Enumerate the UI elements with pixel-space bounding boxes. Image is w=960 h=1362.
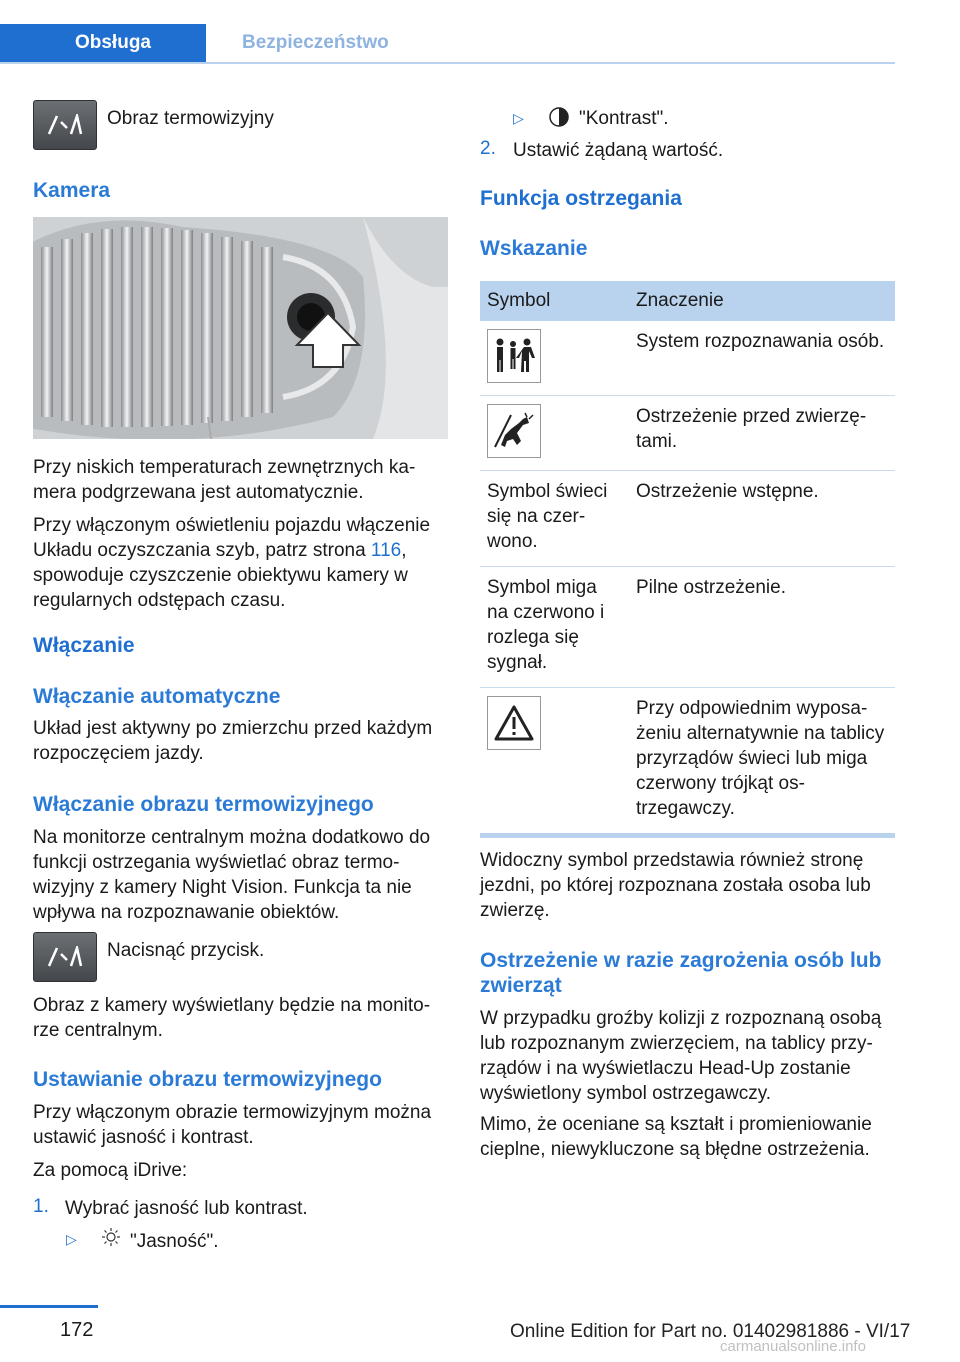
table-cell-meaning: Ostrzeżenie przed zwierzętami. [629, 396, 895, 471]
danger-warning-heading: Ostrzeżenie w razie zagrożenia osób lub zwierząt [480, 949, 882, 997]
brightness-icon [101, 1227, 121, 1252]
tab-bezpieczenstwo[interactable]: Bezpieczeństwo [242, 32, 389, 53]
camera-heading: Kamera [33, 179, 111, 202]
triangle-bullet-icon: ▷ [66, 1231, 77, 1247]
display-heading: Wskazanie [480, 237, 588, 260]
table-cell-symbol [480, 688, 629, 836]
warning-function-heading: Funkcja ostrzegania [480, 187, 682, 210]
table-row [480, 471, 895, 567]
symbol-table [480, 281, 895, 838]
false-alarm-text: Mimo, że oceniane są kształt i promieniowanie cieplne, niewykluczone są błędne ostrzeżenia. [480, 1114, 872, 1160]
switch-on-heading: Włączanie [33, 634, 135, 657]
camera-grille-illustration [33, 217, 448, 439]
press-button-text: Nacisnąć przycisk. [107, 940, 265, 961]
table-cell-symbol: Symbol miga na czerwono i rozlega się sygnał. [480, 567, 629, 688]
table-row [480, 396, 895, 471]
night-vision-button-icon [33, 932, 97, 982]
table-cell-symbol [480, 396, 629, 471]
danger-warning-text: W przypadku groźby kolizji z rozpoznaną osobą lub rozpoznanym zwierzęciem, na tablicy przyrządów i na wyświetlaczu Head-Up zostanie wyświetlony symbol ostrzegawczy. [480, 1008, 882, 1104]
page-link-116[interactable]: 116 [370, 540, 402, 561]
thermal-on-heading: Włączanie obrazu termowizyjnego [33, 793, 374, 816]
table-header-meaning: Znaczenie [629, 281, 895, 321]
brightness-option: "Jasność". [130, 1231, 219, 1252]
footer-accent-line [0, 1305, 98, 1308]
adjust-heading: Ustawianie obrazu termowizyjnego [33, 1068, 382, 1091]
step-2-number: 2. [480, 138, 496, 159]
table-cell-meaning: Ostrzeżenie wstępne. [629, 471, 895, 567]
step-1-number: 1. [33, 1196, 49, 1217]
table-cell-symbol: Symbol świeci się na czerwono. [480, 471, 629, 567]
edition-info: Online Edition for Part no. 01402981886 - VI/17 [510, 1321, 911, 1342]
step-2-text: Ustawić żądaną wartość. [513, 140, 724, 161]
auto-switch-heading: Włączanie automatyczne [33, 685, 281, 708]
display-text: Obraz z kamery wyświetlany będzie na monitorze centralnym. [33, 995, 431, 1041]
contrast-option: "Kontrast". [579, 108, 669, 129]
page-number: 172 [60, 1319, 94, 1341]
triangle-bullet-icon: ▷ [513, 110, 524, 126]
pedestrian-warning-icon [487, 329, 541, 383]
camera-paragraph-heating: Przy niskich temperaturach zewnętrznych kamera podgrzewana jest automatycznie. [33, 457, 416, 503]
adjust-text: Przy włączonym obrazie termowizyjnym można ustawić jasność i kontrast. [33, 1102, 432, 1148]
contrast-icon [548, 106, 570, 133]
table-cell-meaning: Pilne ostrzeżenie. [629, 567, 895, 688]
camera-text-block [33, 455, 448, 613]
table-cell-meaning: Przy odpowiednim wyposażeniu alternatywnie na tablicy przyrządów świeci lub miga czerwony trójkąt ostrzegawczy. [629, 688, 895, 836]
table-row [480, 321, 895, 396]
camera-paragraph-cleaning: Przy włączonym oświetleniu pojazdu włączenie Układu oczyszczania szyb, patrz strona 116, spowoduje czyszczenie obiektywu kamery w regularnych odstępach czasu. [33, 515, 431, 611]
warning-triangle-icon [487, 696, 541, 750]
night-vision-button-icon [33, 100, 97, 150]
table-header-symbol: Symbol [480, 281, 629, 321]
thermal-on-text: Na monitorze centralnym można dodatkowo do funkcji ostrzegania wyświetlać obraz termowizyjny z kamery Night Vision. Funkcja ta nie wpływa na rozpoznawanie obiektów. [33, 827, 431, 923]
table-cell-symbol [480, 321, 629, 396]
auto-switch-text: Układ jest aktywny po zmierzchu przed każdym rozpoczęciem jazdy. [33, 718, 433, 764]
thermal-image-label: Obraz termowizyjny [107, 108, 274, 129]
step-1-text: Wybrać jasność lub kontrast. [65, 1198, 308, 1219]
chapter-tabs [0, 24, 895, 64]
idrive-text: Za pomocą iDrive: [33, 1160, 188, 1181]
table-row [480, 567, 895, 688]
visible-symbol-text: Widoczny symbol przedstawia również stronę jezdni, po której rozpoznana została osoba lub zwierzę. [480, 850, 871, 921]
tab-obsluga[interactable]: Obsługa [0, 24, 206, 62]
table-cell-meaning: System rozpoznawania osób. [629, 321, 895, 396]
watermark: carmanualsonline.info [720, 1338, 866, 1355]
animal-warning-icon [487, 404, 541, 458]
table-header-row [480, 281, 895, 321]
table-row [480, 688, 895, 836]
